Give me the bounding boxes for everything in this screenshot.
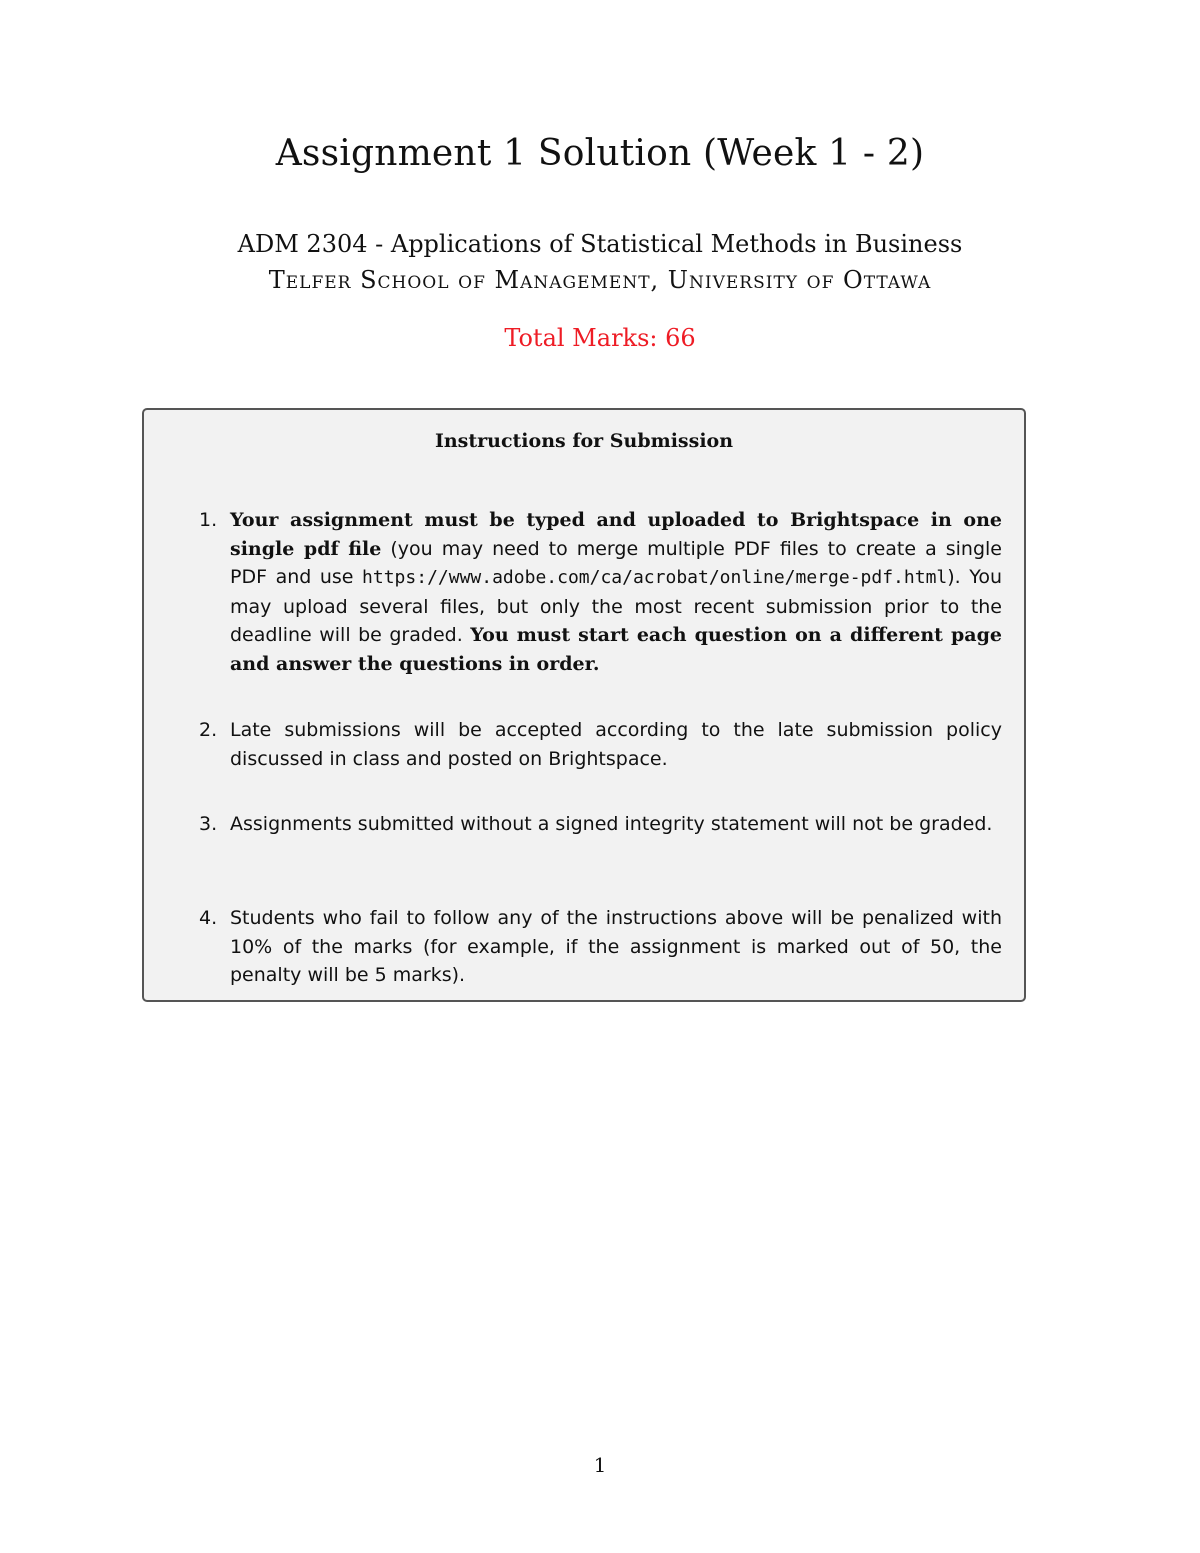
merge-pdf-link[interactable]: https://www.adobe.com/ca/acrobat/online/merge-pdf.html [362,567,948,588]
instruction-number: 1. [199,509,218,531]
instruction-text: Late submissions will be accepted according to the late submission policy discussed in class and posted on Brightspace. [230,719,1002,770]
page-number: 1 [593,1453,607,1477]
total-marks: Total Marks: 66 [504,324,696,352]
instructions-heading: Instructions for Submission [434,430,734,452]
course-name: ADM 2304 - Applications of Statistical Methods in Business [237,230,963,258]
instructions-box [142,408,1026,1002]
instruction-number: 3. [199,813,218,835]
instruction-text: Students who fail to follow any of the instructions above will be penalized with 10% of the marks (for example, if the assignment is marked out of 50, the penalty will be 5 marks). [230,907,1002,986]
instruction-number: 2. [199,719,218,741]
school-name: Telfer School of Management, University of Ottawa [268,266,932,294]
instruction-text-b: ). You may upload several files, but only the most recent submission prior to the deadline will be graded. [230,566,1002,646]
instruction-text-a: (you may need to merge multiple PDF files to create a single PDF and use [230,537,1002,588]
instruction-text: Assignments submitted without a signed integrity statement will not be graded. [230,813,993,835]
instruction-number: 4. [199,907,218,929]
instruction-bold-tail: You must start each question on a different page and answer the questions in order. [230,624,1002,675]
instruction-text [230,506,1002,678]
instruction-bold-lead: Your assignment must be typed and uploaded to Brightspace in one single pdf file [230,509,1002,560]
document-title: Assignment 1 Solution (Week 1 - 2) [275,133,925,174]
